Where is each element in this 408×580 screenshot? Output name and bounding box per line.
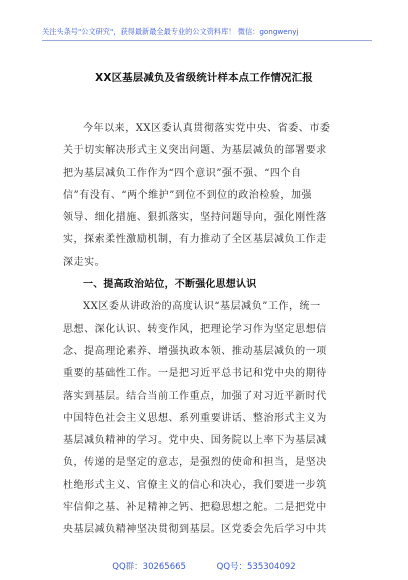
body-line: 基层减负精神的学习。党中央、国务院以上率下为基层减: [63, 435, 327, 447]
body-line: 央基层减负精神坚决贯彻到基层。区党委会先后学习中共: [63, 524, 327, 536]
header-divider: [42, 40, 372, 41]
body-line: 杜绝形式主义、官僚主义的信心和决心，我们要进一步筑: [63, 479, 327, 491]
body-line: 思想、深化认识、转变作风，把理论学习作为坚定思想信: [63, 323, 327, 335]
body-line: 重要的基础性工作。一是把习近平总书记和党中央的期待: [63, 368, 327, 380]
footer-contact: [0, 561, 408, 573]
body-line: 关于切实解决形式主义突出问题、为基层减负的部署要求: [63, 145, 327, 157]
body-line: 信”有没有、“两个维护”到位不到位的政治检验，加强: [63, 189, 313, 201]
header-note: 关注头条号"公文研究"，获得最新最全最专业的公文资料库！ 微信：gongwenyj: [42, 27, 299, 36]
body-line: 把为基层减负工作作为“四个意识”强不强、“四个自: [63, 167, 302, 179]
body-line: 念、提高理论素养、增强执政本领、推动基层减负的一项: [63, 345, 327, 357]
body-line: 实，探索柔性激励机制，有力推动了全区基层减负工作走: [63, 234, 327, 246]
body-line: 今年以来，XX区委认真贯彻落实党中央、省委、市委: [83, 123, 331, 134]
body-line: XX区委从讲政治的高度认识“基层减负”工作，统一: [83, 301, 321, 313]
body-line: 落实到基层。结合当前工作重点，加强了对习近平新时代: [63, 390, 327, 402]
footer-qq-number: QQ号：535304092: [216, 562, 296, 572]
section-heading: 一、提高政治站位，不断强化思想认识: [83, 279, 257, 291]
document-body: [63, 118, 339, 542]
footer-qq-group: QQ群：30265665: [112, 562, 186, 572]
body-line: 深走实。: [63, 256, 106, 268]
body-line: 牢信仰之基、补足精神之钙、把稳思想之舵。二是把党中: [63, 502, 327, 514]
body-line: 中国特色社会主义思想、系列重要讲话、整治形式主义为: [63, 412, 327, 424]
document-title: XX区基层减负及省级统计样本点工作情况汇报: [95, 72, 313, 84]
body-line: 领导、细化措施、狠抓落实，坚持问题导向，强化刚性落: [63, 212, 327, 224]
body-line: 负，传递的是坚定的意志，是强烈的使命和担当，是坚决: [63, 457, 327, 469]
